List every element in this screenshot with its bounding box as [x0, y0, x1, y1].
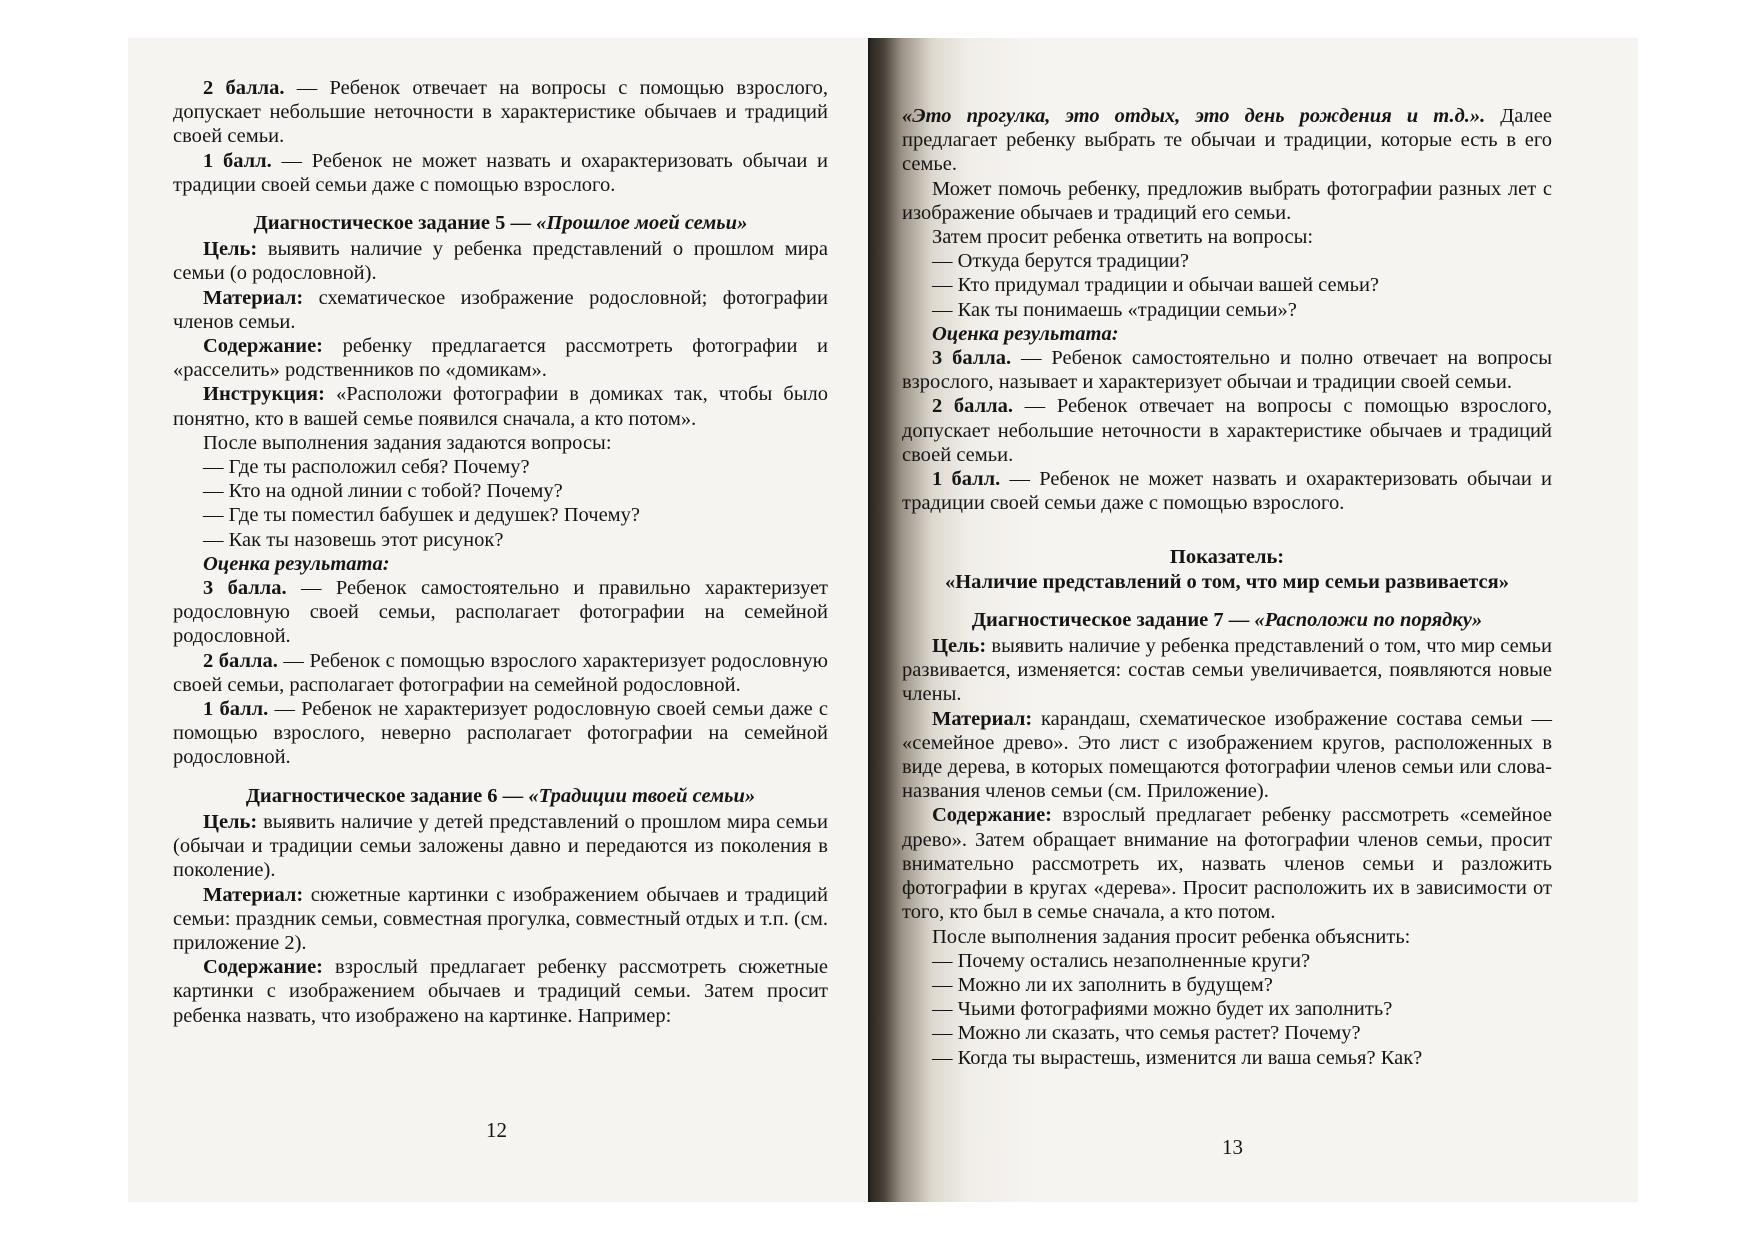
right-page-text — [902, 104, 1552, 1070]
paragraph-text: выявить наличие у ребенка представлений о том, что мир семьи развивается, изменяется: состав семьи увеличивается, появляются новые члены. — [902, 635, 1552, 706]
paragraph-text: — Ребенок самостоятельно и правильно характеризует родословную своей семьи, располагает фотографии на семейной родословной. — [173, 577, 829, 648]
paragraph — [173, 382, 828, 430]
paragraph-text: взрослый предлагает ребенку рассмотреть «семейное древо». Затем обращает внимание на фотографии членов семьи, просит внимательно рассмотреть их, назвать членов семьи и разложить фотографии в кругах «дерева». Просит расположить их в зависимости от того, кто был в семье сначала, а кто потом. — [902, 804, 1552, 924]
score-label: 3 балла. — [203, 577, 287, 600]
paragraph-text: взрослый предлагает ребенку рассмотреть сюжетные картинки с изображением обычаев и традиций семьи. Затем просит ребенка назвать, что изображено на картинке. Например: — [173, 956, 828, 1027]
content-label: Содержание: — [203, 335, 323, 358]
goal-label: Цель: — [203, 810, 258, 833]
task-heading — [173, 784, 828, 808]
paragraph-text: — Ребенок самостоятельно и полно отвечает на вопросы взрослого, называет и характеризует обычаи и традиции своей семьи. — [902, 347, 1552, 394]
paragraph — [173, 76, 828, 149]
task-heading-title: «Прошлое моей семьи» — [536, 212, 748, 235]
paragraph-text: Далее предлагает ребенку выбрать те обычаи и традиции, которые есть в его семье. — [902, 105, 1552, 176]
indicator-label: Показатель: — [1169, 546, 1285, 569]
paragraph-text: — Ребенок отвечает на вопросы с помощью взрослого, допускает небольшие неточности в характеристике обычаев и традиций своей семьи. — [173, 77, 828, 148]
evaluation-heading: Оценка результата: — [203, 552, 390, 575]
question-item: — Откуда берутся традиции? — [932, 250, 1189, 273]
task-heading-label: Диагностическое задание 7 — — [971, 608, 1255, 631]
paragraph — [173, 149, 828, 197]
content-label: Содержание: — [932, 804, 1052, 827]
paragraph — [173, 955, 828, 1028]
paragraph — [902, 346, 1552, 394]
question-item: — Кто придумал традиции и обычаи вашей семьи? — [932, 274, 1380, 297]
goal-label: Цель: — [932, 635, 987, 658]
question-item: — Где ты поместил бабушек и дедушек? Почему? — [203, 504, 640, 527]
paragraph — [902, 707, 1552, 804]
left-page — [128, 38, 868, 1202]
paragraph — [173, 649, 828, 697]
paragraph-text: — Ребенок с помощью взрослого характеризует родословную своей семьи, располагает фотографии на семейной родословной. — [173, 649, 828, 696]
paragraph: Затем просит ребенка ответить на вопросы: — [932, 226, 1314, 249]
question-item: — Когда ты вырастешь, изменится ли ваша семья? Как? — [932, 1046, 1423, 1069]
question-item: — Чьими фотографиями можно будет их заполнить? — [932, 998, 1393, 1021]
paragraph — [173, 810, 828, 883]
paragraph — [173, 576, 828, 649]
question-item: — Почему остались незаполненные круги? — [932, 949, 1311, 972]
task-heading — [902, 608, 1552, 632]
paragraph — [902, 394, 1552, 467]
question-item: — Можно ли сказать, что семья растет? Почему? — [932, 1022, 1361, 1045]
paragraph-text: — Ребенок не может назвать и охарактеризовать обычаи и традиции своей семьи даже с помощью взрослого. — [902, 468, 1552, 515]
paragraph — [902, 467, 1552, 515]
score-label: 1 балл. — [203, 149, 272, 172]
paragraph-text: карандаш, схематическое изображение состава семьи — «семейное древо». Это лист с изображением кругов, расположенных в виде дерева, в которых помещаются фотографии членов семьи или слова-названия членов семьи (см. Приложение). — [902, 707, 1552, 803]
paragraph-text: ребенку предлагается рассмотреть фотографии и «расселить» родственников по «домикам». — [173, 335, 828, 382]
paragraph-text: — Ребенок не характеризует родословную своей семьи даже с помощью взрослого, неверно располагает фотографии на семейной родословной. — [173, 698, 828, 769]
material-label: Материал: — [203, 286, 304, 309]
paragraph-text: выявить наличие у ребенка представлений о прошлом мира семьи (о родословной). — [173, 238, 828, 285]
evaluation-heading: Оценка результата: — [932, 322, 1119, 345]
page-number: 13 — [1222, 1135, 1243, 1159]
italic-quote: «Это прогулка, это отдых, это день рождения и т.д.». — [902, 105, 1486, 127]
paragraph — [173, 697, 828, 770]
paragraph — [902, 104, 1552, 177]
paragraph-text: сюжетные картинки с изображением обычаев и традиций семьи: праздник семьи, совместная прогулка, совместный отдых и т.п. (см. приложение 2). — [173, 883, 828, 954]
score-label: 2 балла. — [203, 649, 278, 672]
score-label: 1 балл. — [203, 698, 269, 721]
task-heading-title: «Расположи по порядку» — [1254, 608, 1483, 631]
score-label: 2 балла. — [203, 77, 285, 99]
task-heading-label: Диагностическое задание 5 — — [253, 212, 537, 235]
right-page — [870, 38, 1638, 1202]
content-label: Содержание: — [203, 956, 323, 979]
paragraph-text: — Ребенок не может назвать и охарактеризовать обычаи и традиции своей семьи даже с помощью взрослого. — [173, 149, 828, 196]
score-label: 1 балл. — [932, 468, 1001, 491]
paragraph: Может помочь ребенку, предложив выбрать фотографии разных лет с изображение обычаев и традиций его семьи. — [902, 177, 1552, 224]
question-item: — Где ты расположил себя? Почему? — [203, 456, 530, 479]
paragraph-text: — Ребенок отвечает на вопросы с помощью взрослого, допускает небольшие неточности в характеристике обычаев и традиций своей семьи. — [902, 395, 1552, 466]
score-label: 2 балла. — [932, 395, 1013, 418]
instruction-label: Инструкция: — [203, 383, 325, 406]
paragraph — [173, 883, 828, 956]
paragraph-text: выявить наличие у детей представлений о прошлом мира семьи (обычаи и традиции семьи заложены давно и передаются из поколения в поколение). — [173, 810, 828, 882]
question-item: — Как ты назовешь этот рисунок? — [203, 528, 504, 551]
paragraph — [173, 237, 828, 285]
paragraph-text: схематическое изображение родословной; фотографии членов семьи. — [173, 286, 828, 333]
indicator-text: «Наличие представлений о том, что мир семьи развивается» — [944, 570, 1509, 593]
question-item: — Можно ли их заполнить в будущем? — [932, 973, 1273, 996]
goal-label: Цель: — [203, 238, 258, 261]
page-number: 12 — [486, 1118, 507, 1142]
material-label: Материал: — [203, 883, 304, 906]
paragraph — [902, 803, 1552, 924]
score-label: 3 балла. — [932, 347, 1012, 370]
material-label: Материал: — [932, 707, 1033, 730]
paragraph — [173, 286, 828, 334]
task-heading-title: «Традиции твоей семьи» — [528, 784, 756, 807]
question-item: — Кто на одной линии с тобой? Почему? — [203, 480, 563, 503]
paragraph — [902, 634, 1552, 707]
paragraph: После выполнения задания задаются вопросы: — [203, 431, 612, 454]
paragraph — [173, 334, 828, 382]
task-heading-label: Диагностическое задание 6 — — [245, 784, 529, 807]
task-heading — [173, 211, 828, 235]
left-page-text — [173, 76, 828, 1028]
question-item: — Как ты понимаешь «традиции семьи»? — [932, 298, 1297, 321]
paragraph-text: «Расположи фотографии в домиках так, чтобы было понятно, кто в вашей семье появился сначала, а кто потом». — [173, 383, 828, 430]
paragraph: После выполнения задания просит ребенка объяснить: — [932, 925, 1411, 948]
